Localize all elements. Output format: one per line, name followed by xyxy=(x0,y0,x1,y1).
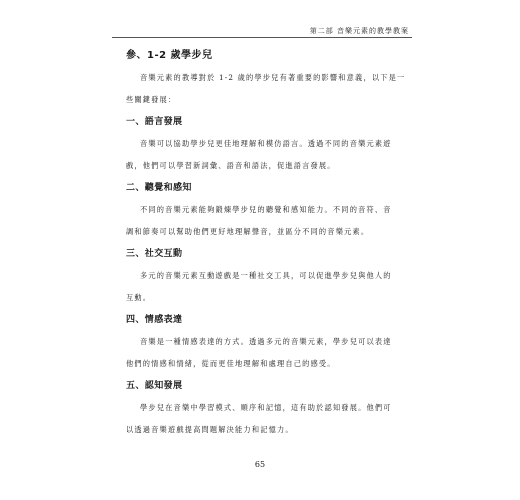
header-rule xyxy=(112,37,412,38)
subheading-hearing: 二、聽覺和感知 xyxy=(126,183,192,193)
paragraph-line: 些關鍵發展： xyxy=(126,95,177,104)
paragraph-line: 戲，他們可以學習新詞彙、語音和語法，促進語言發展。 xyxy=(126,161,336,170)
paragraph-line: 音樂是一種情感表達的方式。透過多元的音樂元素，學步兒可以表達 xyxy=(140,337,392,346)
section-title: 參、1-2 歲學步兒 xyxy=(126,50,213,61)
paragraph-line: 他們的情感和情緒，從而更佳地理解和處理自己的感受。 xyxy=(126,359,336,368)
subheading-social: 三、社交互動 xyxy=(126,249,183,259)
paragraph-emotion xyxy=(126,331,398,375)
paragraph-cognition xyxy=(126,397,398,441)
page-content xyxy=(126,45,406,441)
paragraph-line: 以透過音樂遊戲提高問題解決能力和記憶力。 xyxy=(126,425,294,434)
subheading-cognition: 五、認知發展 xyxy=(126,381,183,391)
running-header: 第二部 音樂元素的教學教案 xyxy=(309,27,409,35)
paragraph-line: 不同的音樂元素能夠鍛煉學步兒的聽覺和感知能力。不同的音符、音 xyxy=(140,205,392,214)
paragraph-line: 互動。 xyxy=(126,293,152,302)
paragraph-hearing xyxy=(126,199,398,243)
paragraph-line: 調和節奏可以幫助他們更好地理解聲音，並區分不同的音樂元素。 xyxy=(126,227,370,236)
paragraph-social xyxy=(126,265,398,309)
paragraph-line: 學步兒在音樂中學習模式、順序和記憶，這有助於認知發展。他們可 xyxy=(140,403,392,412)
paragraph-line: 音樂元素的教導對於 1-2 歲的學步兒有著重要的影響和意義，以下是一 xyxy=(140,73,406,82)
intro-paragraph xyxy=(126,67,406,111)
page-number: 65 xyxy=(254,460,266,469)
subheading-language: 一、語言發展 xyxy=(126,117,183,127)
subheading-emotion: 四、情感表達 xyxy=(126,315,183,325)
paragraph-line: 多元的音樂元素互動遊戲是一種社交工具，可以促進學步兒與他人的 xyxy=(140,271,392,280)
paragraph-language xyxy=(126,133,398,177)
paragraph-line: 音樂可以協助學步兒更佳地理解和模仿語言。透過不同的音樂元素遊 xyxy=(140,139,392,148)
